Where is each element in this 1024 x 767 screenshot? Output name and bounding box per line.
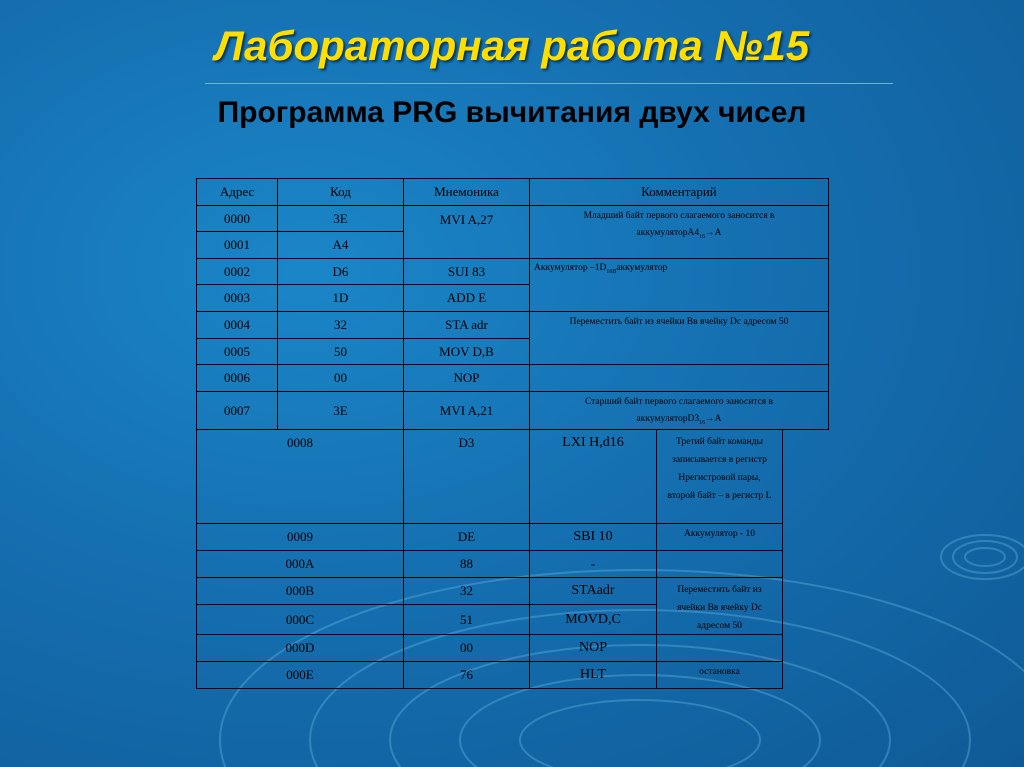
table-cell-mnemonic: MVI A,27 — [403, 205, 530, 259]
table-cell-mnemonic: LXI H,d16 — [529, 429, 657, 524]
table-cell-code: 1D — [277, 284, 404, 312]
table-cell-code: 3E — [277, 391, 404, 430]
table-cell-address: 0004 — [196, 311, 278, 339]
comment-text: Третий байт команды — [676, 437, 763, 447]
table-cell-code: D6 — [277, 258, 404, 285]
table-cell-address: 000A — [196, 550, 404, 578]
header-mnemonic: Мнемоника — [403, 178, 530, 206]
table-cell-code: 00 — [277, 364, 404, 392]
table-cell-mnemonic: ADD E — [403, 284, 530, 312]
table-cell-address: 0002 — [196, 258, 278, 285]
comment-text: аккумулятор — [616, 263, 668, 273]
comment-text: аккумуляторD3 — [636, 414, 700, 424]
table-cell-comment — [656, 634, 783, 662]
title-divider — [205, 83, 893, 84]
table-cell-address: 0005 — [196, 338, 278, 365]
table-cell-mnemonic: NOP — [529, 634, 657, 662]
table-cell-mnemonic: - — [529, 550, 657, 578]
table-cell-address: 000E — [196, 661, 404, 689]
table-cell-address: 0009 — [196, 523, 404, 551]
table-cell-address: 000D — [196, 634, 404, 662]
table-cell-mnemonic: MOVD,C — [529, 604, 657, 635]
table-cell-address: 0000 — [196, 205, 278, 232]
comment-text: Hрегистровой пары, — [678, 473, 761, 483]
header-address: Адрес — [196, 178, 278, 206]
table-cell-comment — [529, 391, 829, 430]
comment-text: аккумуляторА4 — [636, 228, 700, 238]
table-cell-code: 32 — [403, 577, 530, 605]
table-cell-mnemonic: MVI A,21 — [403, 391, 530, 430]
table-cell-address: 0001 — [196, 231, 278, 259]
table-cell-address: 000B — [196, 577, 404, 605]
table-cell-code: A4 — [277, 231, 404, 259]
table-cell-mnemonic: STAadr — [529, 577, 657, 605]
table-cell-code: D3 — [403, 429, 530, 524]
table-cell-mnemonic: SBI 10 — [529, 523, 657, 551]
subscript: 16 — [699, 233, 706, 240]
comment-text: Аккумулятор –1D — [534, 263, 607, 273]
table-cell-address: 0006 — [196, 364, 278, 392]
table-cell-code: 32 — [277, 311, 404, 339]
table-cell-comment: остановка — [656, 661, 783, 689]
comment-text: →A — [705, 228, 722, 238]
table-cell-mnemonic: STA adr — [403, 311, 530, 339]
page-subtitle: Программа PRG вычитания двух чисел — [217, 96, 807, 129]
table-cell-comment — [529, 364, 829, 392]
comment-text-line — [530, 225, 828, 246]
page-title: Лабораторная работа №15 — [214, 22, 810, 69]
table-cell-code: 3E — [277, 205, 404, 232]
table-cell-code: 50 — [277, 338, 404, 365]
table-cell-comment: Аккумулятор - 10 — [656, 523, 783, 551]
table-cell-code: DE — [403, 523, 530, 551]
table-cell-comment — [656, 429, 783, 524]
comment-text: Старший байт первого слагаемого заносится в — [584, 397, 774, 407]
comment-text: Младший байт первого слагаемого заносится в — [583, 211, 775, 221]
table-cell-comment — [656, 577, 783, 635]
table-cell-comment — [529, 258, 829, 312]
comment-text: адресом 50 — [697, 621, 742, 631]
comment-text: Переместить байт из — [677, 585, 762, 595]
subscript: 16B — [606, 268, 617, 275]
subscript: 16 — [699, 419, 706, 426]
table-cell-code: 88 — [403, 550, 530, 578]
table-cell-address: 0003 — [196, 284, 278, 312]
header-comment: Комментарий — [529, 178, 829, 206]
table-cell-code: 76 — [403, 661, 530, 689]
comment-text: второй байт – в регистр L — [667, 491, 772, 501]
header-code: Код — [277, 178, 404, 206]
comment-text: →A — [705, 414, 722, 424]
comment-text: записывается в регистр — [672, 455, 767, 465]
table-cell-mnemonic: MOV D,B — [403, 338, 530, 365]
table-cell-comment — [529, 205, 829, 259]
table-cell-address: 000C — [196, 604, 404, 635]
table-cell-code: 00 — [403, 634, 530, 662]
comment-text: ячейки Вв ячейку Dс — [677, 603, 762, 613]
table-cell-mnemonic: SUI 83 — [403, 258, 530, 285]
table-cell-comment — [529, 311, 829, 365]
table-cell-mnemonic: NOP — [403, 364, 530, 392]
table-cell-address: 0008 — [196, 429, 404, 524]
table-cell-address: 0007 — [196, 391, 278, 430]
table-cell-comment — [656, 550, 783, 578]
comment-text: Переместить байт из ячейки Вв ячейку Dс адресом 50 — [569, 317, 789, 327]
table-cell-code: 51 — [403, 604, 530, 635]
table-cell-mnemonic: HLT — [529, 661, 657, 689]
